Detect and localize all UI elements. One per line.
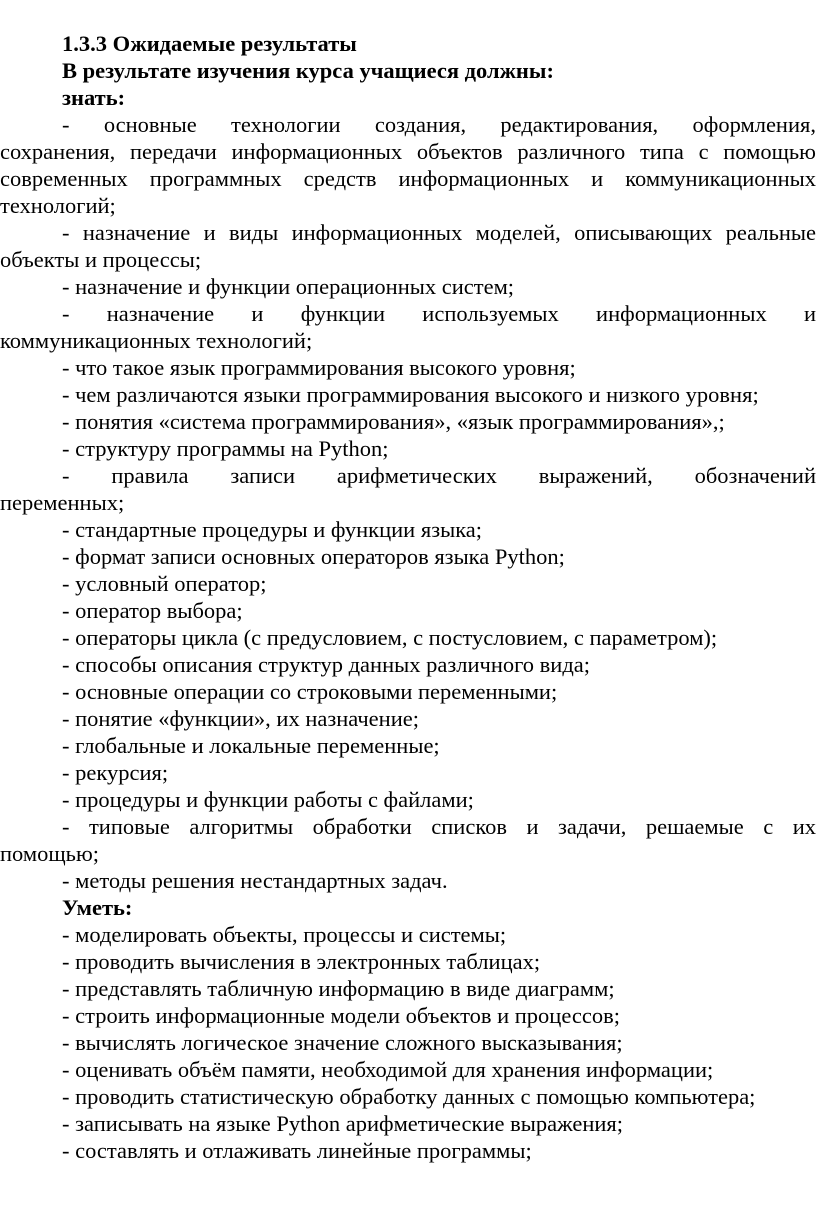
know-list-item-line: - основные операции со строковыми переменными; <box>62 679 558 704</box>
know-list-item-line: - что такое язык программирования высокого уровня; <box>62 355 576 380</box>
know-list-item <box>0 651 816 678</box>
know-list-item <box>0 219 816 273</box>
know-list-item-line: - назначение и функции операционных систем; <box>62 274 515 299</box>
know-list-item <box>0 111 816 219</box>
know-list-item-line: сохранения, передачи информационных объектов различного типа с помощью <box>0 139 816 164</box>
know-list <box>0 111 816 894</box>
know-list-item-line: современных программных средств информационных и коммуникационных <box>0 166 816 191</box>
know-list-item-line: - назначение и виды информационных моделей, описывающих реальные <box>62 220 816 245</box>
know-list-item-line: - понятие «функции», их назначение; <box>62 706 419 731</box>
intro-text: В результате изучения курса учащиеся должны: <box>62 58 554 83</box>
know-list-item <box>0 273 816 300</box>
know-list-item-line: - методы решения нестандартных задач. <box>62 868 448 893</box>
know-list-item-line: - глобальные и локальные переменные; <box>62 733 440 758</box>
know-list-item-line: - назначение и функции используемых информационных и <box>62 301 816 326</box>
know-list-item <box>0 435 816 462</box>
know-list-item-line: коммуникационных технологий; <box>0 328 313 353</box>
know-list-item <box>0 597 816 624</box>
know-list-item-line: - условный оператор; <box>62 571 267 596</box>
know-list-item <box>0 732 816 759</box>
document-page <box>0 30 816 1164</box>
can-list-item: - вычислять логическое значение сложного высказывания; <box>62 1030 623 1055</box>
can-heading: Уметь: <box>62 895 133 920</box>
can-list-item: - оценивать объём памяти, необходимой для хранения информации; <box>62 1057 714 1082</box>
know-list-item-line: - рекурсия; <box>62 760 169 785</box>
can-list-item: - строить информационные модели объектов и процессов; <box>62 1003 620 1028</box>
know-list-item-line: - понятия «система программирования», «язык программирования»,; <box>62 409 725 434</box>
know-list-item-line: переменных; <box>0 490 125 515</box>
know-list-item-line: объекты и процессы; <box>0 247 202 272</box>
know-list-item <box>0 516 816 543</box>
know-list-item <box>0 462 816 516</box>
know-list-item-line: - формат записи основных операторов языка Python; <box>62 544 565 569</box>
can-list-item: - представлять табличную информацию в виде диаграмм; <box>62 976 615 1001</box>
know-list-item-line: - операторы цикла (с предусловием, с постусловием, с параметром); <box>62 625 718 650</box>
know-list-item <box>0 624 816 651</box>
section-heading: 1.3.3 Ожидаемые результаты <box>62 31 357 56</box>
know-list-item-line: - основные технологии создания, редактирования, оформления, <box>62 112 816 137</box>
know-list-item <box>0 759 816 786</box>
know-list-item-line: - типовые алгоритмы обработки списков и задачи, решаемые с их <box>62 814 816 839</box>
know-list-item <box>0 570 816 597</box>
know-list-item <box>0 867 816 894</box>
know-list-item <box>0 408 816 435</box>
know-list-item-line: - способы описания структур данных различного вида; <box>62 652 591 677</box>
know-list-item <box>0 678 816 705</box>
can-list-item: - записывать на языке Python арифметические выражения; <box>62 1111 623 1136</box>
can-list-item: - моделировать объекты, процессы и системы; <box>62 922 507 947</box>
know-list-item-line: - оператор выбора; <box>62 598 243 623</box>
know-list-item <box>0 813 816 867</box>
know-list-item-line: - процедуры и функции работы с файлами; <box>62 787 474 812</box>
know-list-item-line: - стандартные процедуры и функции языка; <box>62 517 483 542</box>
know-list-item-line: - структуру программы на Python; <box>62 436 389 461</box>
can-list-item: - проводить статистическую обработку данных с помощью компьютера; <box>62 1084 756 1109</box>
can-list-item: - проводить вычисления в электронных таблицах; <box>62 949 541 974</box>
know-list-item <box>0 354 816 381</box>
know-list-item <box>0 786 816 813</box>
know-list-item-line: технологий; <box>0 193 116 218</box>
can-list-item: - составлять и отлаживать линейные программы; <box>62 1138 532 1163</box>
know-list-item-line: - правила записи арифметических выражений, обозначений <box>62 463 816 488</box>
know-list-item <box>0 543 816 570</box>
know-list-item <box>0 381 816 408</box>
know-list-item <box>0 705 816 732</box>
know-list-item-line: - чем различаются языки программирования высокого и низкого уровня; <box>62 382 759 407</box>
know-list-item-line: помощью; <box>0 841 99 866</box>
know-list-item <box>0 300 816 354</box>
can-list <box>0 921 816 1164</box>
know-heading: знать: <box>62 85 126 110</box>
